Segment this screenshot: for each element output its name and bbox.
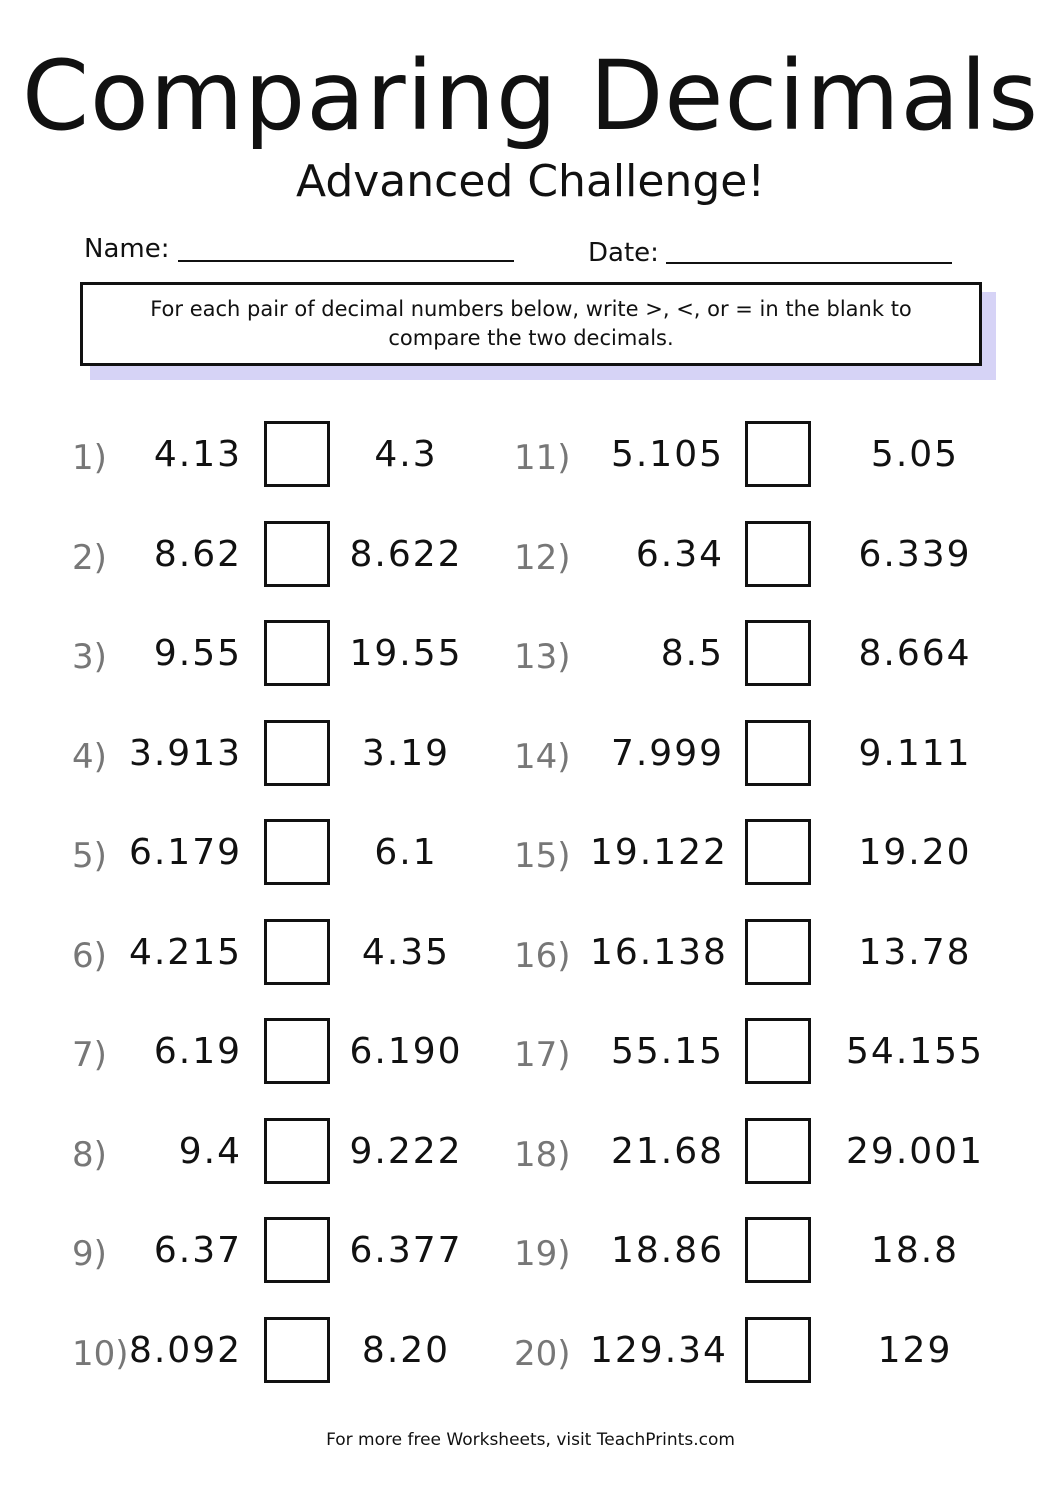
worksheet-title: Comparing Decimals	[22, 40, 1039, 152]
problem-number: 4)	[72, 736, 107, 777]
left-decimal: 9.4	[178, 1130, 242, 1172]
right-decimal: 6.377	[349, 1230, 463, 1271]
right-decimal: 19.20	[858, 832, 972, 873]
right-decimal: 29.001	[846, 1130, 984, 1172]
problem-number: 1)	[72, 438, 107, 478]
left-decimal: 6.34	[635, 533, 724, 575]
answer-box[interactable]	[264, 620, 330, 686]
answer-box[interactable]	[264, 919, 330, 985]
right-decimal: 54.155	[846, 1031, 984, 1072]
problem-number: 16)	[514, 935, 571, 976]
worksheet-subtitle: Advanced Challenge!	[296, 156, 765, 207]
answer-box[interactable]	[264, 521, 330, 587]
right-decimal: 9.222	[349, 1130, 463, 1172]
answer-box[interactable]	[264, 1118, 330, 1184]
answer-box[interactable]	[745, 720, 811, 786]
answer-box[interactable]	[745, 620, 811, 686]
problem-number: 17)	[514, 1035, 571, 1075]
problem-number: 12)	[514, 537, 571, 578]
left-decimal: 18.86	[610, 1230, 724, 1271]
left-decimal: 8.62	[153, 533, 242, 575]
right-decimal: 13.78	[858, 931, 972, 973]
problem-number: 20)	[514, 1333, 571, 1374]
left-decimal: 21.68	[610, 1130, 724, 1172]
left-decimal: 7.999	[610, 732, 724, 774]
answer-box[interactable]	[745, 421, 811, 487]
right-decimal: 129	[877, 1329, 953, 1371]
problem-number: 11)	[514, 438, 571, 478]
left-decimal: 19.122	[590, 832, 728, 873]
left-decimal: 6.179	[128, 832, 242, 873]
left-decimal: 16.138	[590, 931, 728, 973]
right-decimal: 8.622	[349, 533, 463, 575]
right-decimal: 3.19	[361, 732, 451, 774]
left-decimal: 6.37	[153, 1230, 242, 1271]
left-decimal: 3.913	[128, 732, 242, 774]
answer-box[interactable]	[745, 1118, 811, 1184]
right-decimal: 4.35	[361, 931, 451, 973]
right-decimal: 4.3	[374, 434, 438, 475]
right-decimal: 9.111	[858, 732, 972, 774]
right-decimal: 6.339	[858, 533, 972, 575]
answer-box[interactable]	[264, 1018, 330, 1084]
problem-number: 10)	[72, 1333, 129, 1374]
left-decimal: 9.55	[153, 633, 242, 674]
problem-number: 18)	[514, 1134, 571, 1175]
problem-number: 19)	[514, 1234, 571, 1274]
right-decimal: 18.8	[870, 1230, 960, 1271]
problem-number: 5)	[72, 836, 107, 876]
problem-number: 3)	[72, 637, 107, 677]
problem-number: 2)	[72, 537, 107, 578]
answer-box[interactable]	[264, 1317, 330, 1383]
answer-box[interactable]	[264, 720, 330, 786]
instructions-box: For each pair of decimal numbers below, write >, <, or = in the blank to compare the two decimals.	[80, 282, 982, 366]
right-decimal: 8.20	[361, 1329, 451, 1371]
left-decimal: 6.19	[153, 1031, 242, 1072]
answer-box[interactable]	[264, 421, 330, 487]
answer-box[interactable]	[745, 919, 811, 985]
answer-box[interactable]	[745, 1317, 811, 1383]
answer-box[interactable]	[264, 1217, 330, 1283]
right-decimal: 5.05	[870, 434, 960, 475]
answer-box[interactable]	[264, 819, 330, 885]
problem-number: 14)	[514, 736, 571, 777]
left-decimal: 129.34	[590, 1329, 728, 1371]
problem-number: 8)	[72, 1134, 107, 1175]
right-decimal: 6.1	[374, 832, 438, 873]
problem-number: 7)	[72, 1035, 107, 1075]
right-decimal: 6.190	[349, 1031, 463, 1072]
name-line[interactable]	[178, 260, 514, 262]
answer-box[interactable]	[745, 1018, 811, 1084]
right-decimal: 8.664	[858, 633, 972, 674]
date-label: Date:	[588, 238, 659, 268]
answer-box[interactable]	[745, 819, 811, 885]
left-decimal: 55.15	[610, 1031, 724, 1072]
answer-box[interactable]	[745, 1217, 811, 1283]
problem-number: 9)	[72, 1234, 107, 1274]
problem-number: 15)	[514, 836, 571, 876]
problem-number: 13)	[514, 637, 571, 677]
date-line[interactable]	[666, 262, 952, 264]
left-decimal: 4.13	[153, 434, 242, 475]
right-decimal: 19.55	[349, 633, 463, 674]
footer-text: For more free Worksheets, visit TeachPrints.com	[326, 1430, 735, 1450]
name-label: Name:	[84, 234, 170, 264]
left-decimal: 5.105	[610, 434, 724, 475]
left-decimal: 4.215	[128, 931, 242, 973]
problem-number: 6)	[72, 935, 107, 976]
left-decimal: 8.5	[660, 633, 724, 674]
left-decimal: 8.092	[128, 1329, 242, 1371]
answer-box[interactable]	[745, 521, 811, 587]
